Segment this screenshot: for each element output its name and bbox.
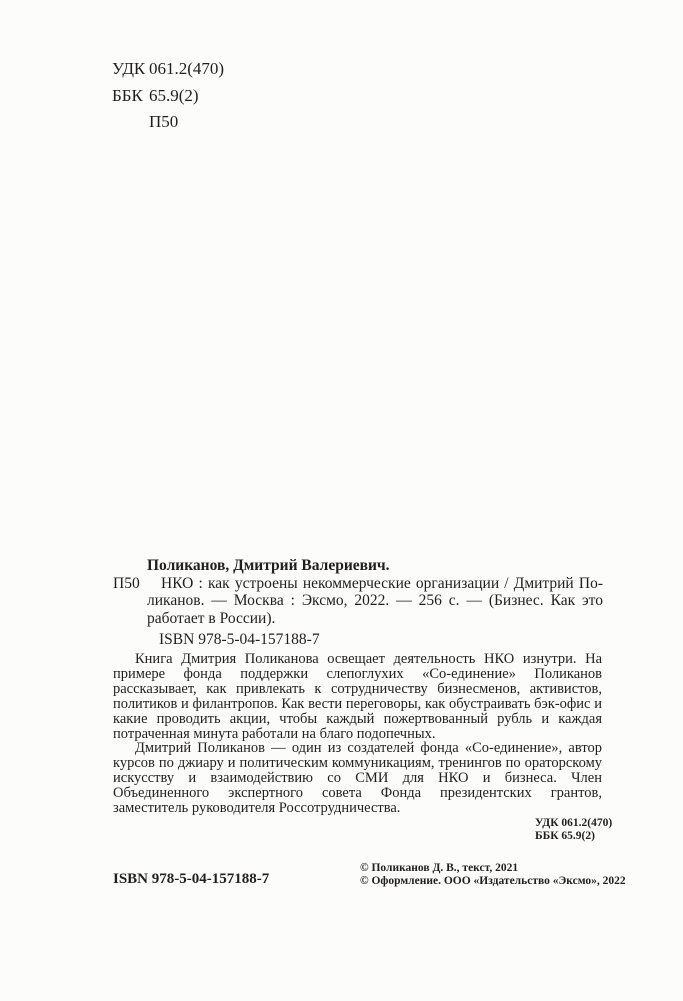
catalog-block	[113, 557, 603, 649]
annotation-block	[113, 652, 602, 816]
bbk-value: 65.9(2)	[149, 85, 199, 105]
catalog-entry-row	[113, 575, 603, 628]
copyright-design: © Оформление. ООО «Издательство «Эксмо», 2022	[360, 875, 626, 887]
udk-line	[112, 56, 224, 83]
udk-value: 061.2(470)	[149, 59, 225, 78]
author-code: П50	[149, 112, 179, 131]
catalog-margin-code: П50	[113, 574, 140, 592]
author-code-spacer	[112, 109, 149, 136]
top-classification-block	[112, 56, 224, 136]
copyright-block	[360, 862, 626, 888]
classification-bbk: ББК 65.9(2)	[535, 829, 595, 842]
bbk-line	[112, 83, 224, 110]
copyright-text: © Поликанов Д. В., текст, 2021	[360, 862, 519, 874]
classification-block	[535, 817, 612, 842]
footer-isbn: ISBN 978-5-04-157188-7	[113, 871, 270, 887]
annotation-paragraph-2: Дмитрий Поликанов — один из создателей фонда «Со-единение», автор курсов по джиару и политическим коммуникациям, тренингов по ораторскому искусству и взаимодействию со СМИ для НКО и бизнеса. Член Объединенного экспертного совета Фонда президентских грантов, заместитель руководителя Россотрудничества.	[113, 740, 602, 817]
bbk-label: ББК	[112, 85, 143, 105]
author-code-line	[112, 109, 224, 136]
annotation-paragraph-1: Книга Дмитрия Поликанова освещает деятельность НКО изнутри. На примере фонда поддержки слепоглухих «Со-единение» Поликанов рассказывает, как привлекать к сотрудничеству бизнесменов, активистов, политиков и филантропов. Как вести переговоры, как обустраивать бэк-офис и какие проводить акции, чтобы каждый пожертвованный рубль и каждая потраченная минута работали на благо подопечных.	[113, 651, 602, 742]
udk-label: УДК	[112, 59, 146, 78]
classification-udk: УДК 061.2(470)	[535, 817, 613, 829]
catalog-isbn: ISBN 978-5-04-157188-7	[159, 631, 320, 648]
catalog-entry-text: НКО : как устроены некоммерческие организации / Дмитрий Поликанов. — Москва : Эксмо, 2022. — 256 с. — (Бизнес. Как это работает в России).	[147, 574, 603, 627]
author-heading: Поликанов, Дмитрий Валериевич.	[147, 557, 390, 574]
